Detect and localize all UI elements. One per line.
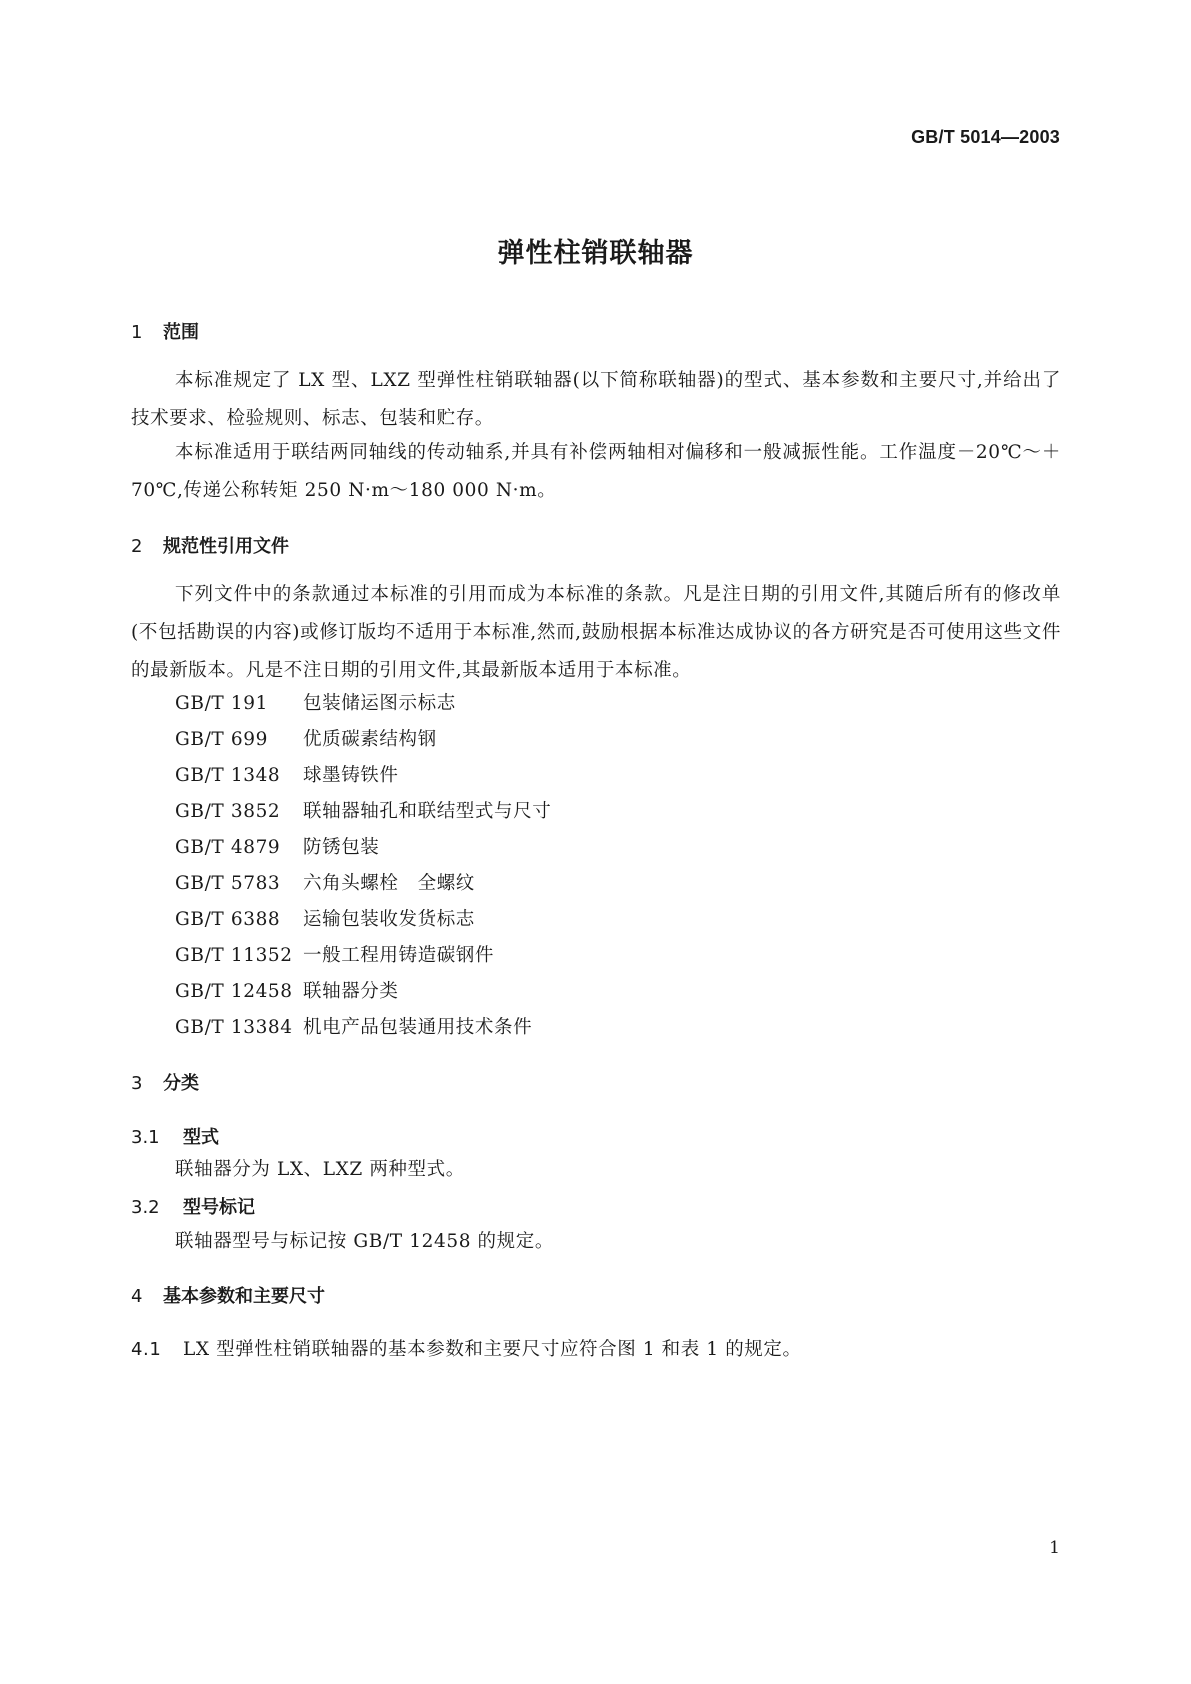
- section-1-paragraph-2: 本标准适用于联结两同轴线的传动轴系,并具有补偿两轴相对偏移和一般减振性能。工作温度－20℃～＋70℃,传递公称转矩 250 N·m～180 000 N·m。: [131, 442, 1061, 501]
- reference-code: GB/T 699: [175, 729, 268, 750]
- section-1-heading: [131, 318, 199, 344]
- reference-item: [175, 941, 494, 967]
- clause-4-1: [131, 1335, 802, 1361]
- reference-name: 六角头螺栓 全螺纹: [303, 873, 475, 894]
- reference-code: GB/T 5783: [175, 873, 281, 894]
- section-4-heading: [131, 1282, 325, 1308]
- section-number: 1: [131, 322, 143, 343]
- reference-code: GB/T 12458: [175, 981, 293, 1002]
- document-code: GB/T 5014—2003: [911, 127, 1060, 147]
- section-number: 2: [131, 536, 143, 557]
- section-2-heading: [131, 532, 289, 558]
- subsection-3-1-text: 联轴器分为 LX、LXZ 两种型式。: [175, 1159, 465, 1180]
- subsection-3-2-heading: [131, 1193, 255, 1219]
- reference-item: [175, 1013, 532, 1039]
- subsection-3-1-heading: [131, 1123, 219, 1149]
- section-title: 范围: [163, 322, 199, 343]
- clause-text: LX 型弹性柱销联轴器的基本参数和主要尺寸应符合图 1 和表 1 的规定。: [183, 1339, 802, 1360]
- reference-code: GB/T 4879: [175, 837, 281, 858]
- reference-name: 防锈包装: [303, 837, 380, 858]
- clause-number: 4.1: [131, 1339, 162, 1360]
- section-3-heading: [131, 1069, 199, 1095]
- subsection-title: 型式: [183, 1127, 219, 1148]
- subsection-number: 3.1: [131, 1127, 160, 1148]
- reference-item: [175, 725, 437, 751]
- reference-item: [175, 905, 475, 931]
- reference-name: 包装储运图示标志: [303, 693, 456, 714]
- reference-item: [175, 977, 399, 1003]
- reference-name: 优质碳素结构钢: [303, 729, 437, 750]
- reference-name: 机电产品包装通用技术条件: [303, 1017, 533, 1038]
- subsection-number: 3.2: [131, 1197, 160, 1218]
- section-title: 分类: [163, 1073, 199, 1094]
- section-number: 4: [131, 1286, 143, 1307]
- reference-code: GB/T 1348: [175, 765, 281, 786]
- reference-code: GB/T 191: [175, 693, 268, 714]
- section-2-paragraph-1: 下列文件中的条款通过本标准的引用而成为本标准的条款。凡是注日期的引用文件,其随后所有的修改单(不包括勘误的内容)或修订版均不适用于本标准,然而,鼓励根据本标准达成协议的各方研究是否可使用这些文件的最新版本。凡是不注日期的引用文件,其最新版本适用于本标准。: [131, 584, 1061, 681]
- reference-code: GB/T 11352: [175, 945, 293, 966]
- reference-name: 运输包装收发货标志: [303, 909, 475, 930]
- reference-item: [175, 869, 475, 895]
- section-title: 规范性引用文件: [163, 536, 289, 557]
- reference-item: [175, 797, 551, 823]
- reference-item: [175, 761, 399, 787]
- document-title: 弹性柱销联轴器: [497, 238, 694, 269]
- reference-item: [175, 833, 379, 859]
- reference-name: 球墨铸铁件: [303, 765, 399, 786]
- section-number: 3: [131, 1073, 143, 1094]
- reference-name: 一般工程用铸造碳钢件: [303, 945, 495, 966]
- subsection-title: 型号标记: [183, 1197, 255, 1218]
- page-number: 1: [1049, 1538, 1060, 1558]
- reference-item: [175, 689, 456, 715]
- reference-name: 联轴器轴孔和联结型式与尺寸: [303, 801, 552, 822]
- reference-code: GB/T 13384: [175, 1017, 293, 1038]
- reference-name: 联轴器分类: [303, 981, 399, 1002]
- subsection-3-2-text: 联轴器型号与标记按 GB/T 12458 的规定。: [175, 1231, 554, 1252]
- reference-code: GB/T 3852: [175, 801, 281, 822]
- reference-code: GB/T 6388: [175, 909, 281, 930]
- section-1-paragraph-1: 本标准规定了 LX 型、LXZ 型弹性柱销联轴器(以下简称联轴器)的型式、基本参数和主要尺寸,并给出了技术要求、检验规则、标志、包装和贮存。: [131, 370, 1061, 429]
- section-title: 基本参数和主要尺寸: [163, 1286, 325, 1307]
